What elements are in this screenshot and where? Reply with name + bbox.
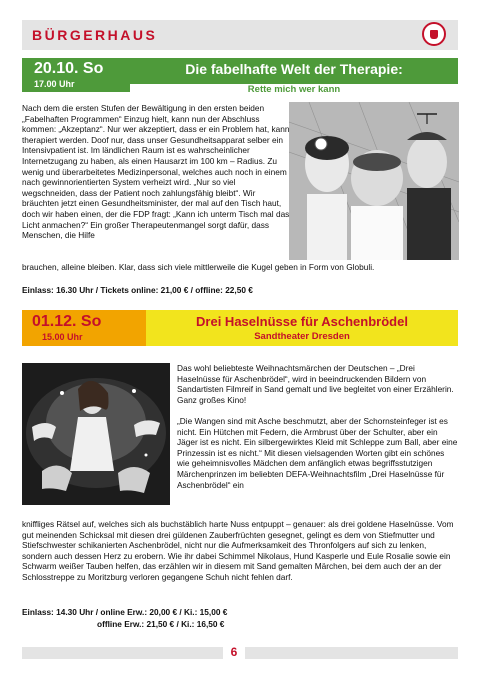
event2-time: 15.00 Uhr — [42, 332, 83, 342]
page-number: 6 — [223, 645, 245, 661]
event2-quote-paragraph: „Die Wangen sind mit Asche beschmutzt, aber der Schornsteinfeger ist es nicht. Ein Hütchen mit Federn, die Armbrust über der Schulter, aber ein Jäger ist es nicht. Ein silbergewirktes Kleid mit Schleppe zum Ball, aber eine Prinzessin ist es nicht.“ Mit diesen vielsagenden Worten gibt ein schönes wie geheimnisvolles Mädchen dem anfänglich etwas begriffsstutzigen Märchenprinzen im beliebten DEFA-Weihnachtsfilm „Drei Haselnüsse für Aschenbrödel“ ein — [177, 416, 458, 490]
event1-title: Die fabelhafte Welt der Therapie: — [185, 61, 403, 77]
page-header — [22, 20, 458, 50]
event1-price-info: Einlass: 16.30 Uhr / Tickets online: 21,00 € / offline: 22,50 € — [22, 285, 253, 295]
event2-description-tail: kniffliges Rätsel auf, welches sich als buchstäblich harte Nuss entpuppt – genauer: als drei goldene Haselnüsse. Vom gut meinenden Schicksal mit diesen drei güldenen Zauberfrüchten gesegnet, gelingt es dem von Stiefmutter und Stiefschwester schikanierten Aschenbrödel, nicht nur die Aufmerksamkeit des Thronfolgers auf sich zu lenken, sondern auch dessen Herz zu erobern. Wie ihr dabei Schimmel Nikolaus, Hund Kasperle und Eule Rosalie sowie ein Schwarm weißer Tauben helfen, das erzählen wir in diesem mit Sand gemalten Märchen, bei dem auch der an der Schlosstreppe zu Moritzburg verloren gegangene Schuh nicht fehlen darf. — [22, 519, 454, 582]
event1-date: 20.10. So — [34, 60, 104, 77]
section-title: BÜRGERHAUS — [32, 27, 158, 43]
event2-title-bar — [146, 310, 458, 346]
event1-paragraph: Nach dem die ersten Stufen der Bewältigung in den ersten beiden „Fabelhaften Programmen“ Einzug hielt, kann nun der Abschluss kommen: „Akzeptanz“. Nur wer akzeptiert, dass er ein Problem hat, kann therapiert werden. Doof nur, dass unser Gesundheitsapparat selber ein Intensivpatient ist. Im ländlichen Raum ist es wahrscheinlicher Internetzugang zu haben, als einen Hausarzt im 100 km – Radius. Zu wenig und überarbeitetes Medizinpersonal, welches auch noch in einem nach gewinnorientierten System verheizt wird. „Nur so viel wegschneiden, dass der Patient noch zahlungsfähig bleibt“. Wir bräuchten jetzt einen Gesundheitsminister, der mal auf den Tisch haut, doch wir haben einen, der die FDP fragt: „Kann ich unterm Tisch mal das Licht anmachen?“ Ein großer Therapeutenmangel sorgt dafür, dass Menschen, die Hilfe — [22, 103, 290, 241]
event2-price-online: Einlass: 14.30 Uhr / online Erw.: 20,00 € / Ki.: 15,00 € — [22, 607, 228, 617]
event2-title: Drei Haselnüsse für Aschenbrödel — [196, 314, 408, 329]
event2-subtitle: Sandtheater Dresden — [254, 331, 350, 342]
event1-title-bar — [130, 58, 458, 84]
event1-subtitle: Rette mich wer kann — [247, 84, 341, 95]
event1-time: 17.00 Uhr — [34, 79, 75, 89]
event1-photo — [289, 102, 459, 260]
event2-price-offline: offline Erw.: 21,50 € / Ki.: 16,50 € — [97, 619, 225, 629]
sand-theater-illustration — [22, 363, 170, 505]
city-crest-icon — [422, 22, 446, 46]
event1-description — [22, 103, 290, 241]
event1-description-tail: brauchen, alleine bleiben. Klar, dass sich viele mittlerweile die Kugel geben in Form von Globuli. — [22, 262, 375, 272]
event2-photo — [22, 363, 170, 505]
event1-date-box — [22, 58, 130, 92]
event2-intro: Das wohl beliebteste Weihnachtsmärchen der Deutschen – „Drei Haselnüsse für Aschenbrödel“, wird in beeindruckenden Bildern von Sandartisten Filmreif in Sand gemalt und live begleitet von einer Erzählerin. Ganz großes Kino! — [177, 363, 454, 405]
comedians-illustration — [289, 102, 459, 260]
event2-date-box — [22, 310, 146, 346]
event2-date: 01.12. So — [32, 313, 102, 330]
